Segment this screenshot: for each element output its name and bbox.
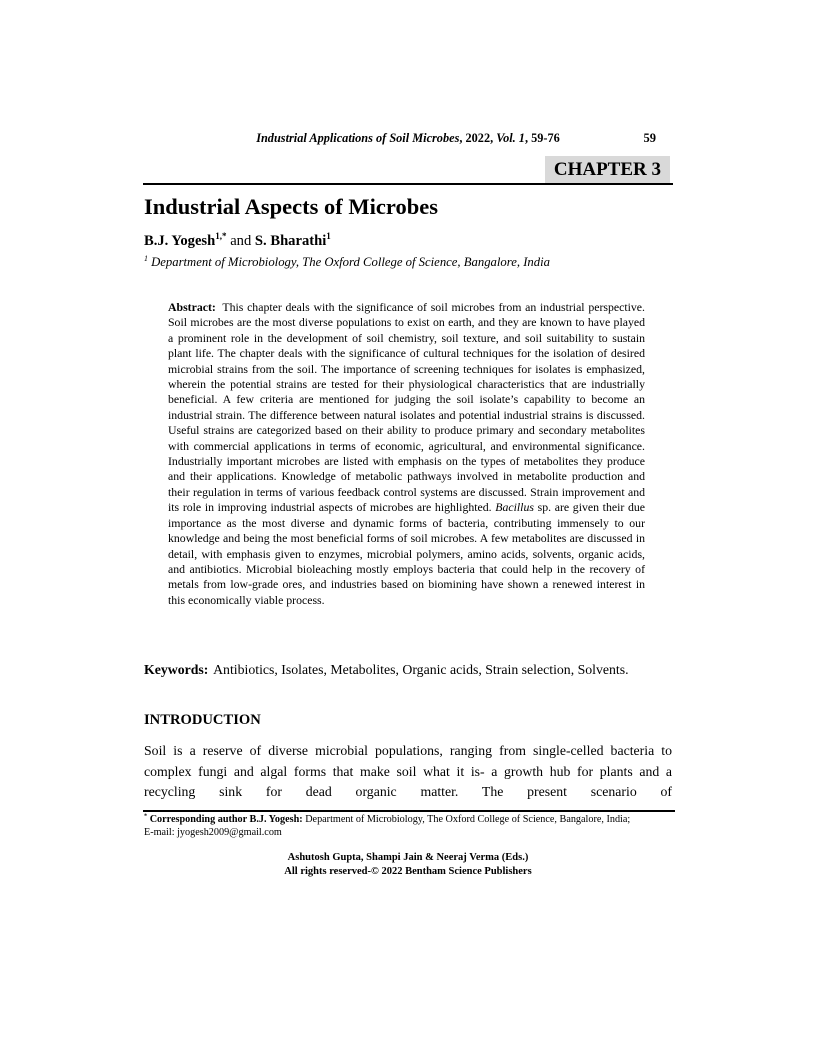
affiliation-superscript: 1 — [144, 253, 148, 263]
running-head-volume: Vol. 1 — [496, 131, 525, 145]
author-2-superscript: 1 — [326, 231, 331, 242]
chapter-banner: CHAPTER 3 — [545, 156, 670, 183]
footnote-bold-text: Corresponding author B.J. Yogesh: — [147, 814, 303, 825]
publisher-block — [144, 851, 672, 878]
page-number: 59 — [643, 131, 656, 145]
running-head-page-range: , 59-76 — [524, 131, 560, 145]
affiliation-line — [144, 255, 672, 270]
affiliation-text: Department of Microbiology, The Oxford College of Science, Bangalore, India — [147, 255, 550, 269]
footnote-line-1 — [144, 813, 684, 826]
keywords-text: Antibiotics, Isolates, Metabolites, Organic acids, Strain selection, Solvents. — [210, 662, 629, 677]
running-head-book-title: Industrial Applications of Soil Microbes — [256, 131, 460, 145]
corresponding-author-footnote — [144, 813, 684, 839]
keywords-paragraph — [144, 660, 672, 681]
introduction-paragraph: Soil is a reserve of diverse microbial populations, ranging from single-celled bacteria to complex fungi and algal forms that make soil what it is- a growth hub for plants and a recycling sink for dead organic matter. The present scenario of — [144, 743, 672, 800]
chapter-title: Industrial Aspects of Microbes — [144, 194, 438, 219]
header-rule — [143, 183, 673, 185]
running-head — [144, 131, 672, 146]
abstract-paragraph — [168, 300, 645, 608]
abstract-text-part1: This chapter deals with the significance of soil microbes from an industrial perspective. Soil microbes are the most diverse populations to exist on earth, and they are known to have played a prominent role in the development of soil chemistry, soil texture, and soil suitability to sustain plant life. The chapter deals with the significance of cultural techniques for the isolation of desired microbial strains from the soil. The importance of screening techniques for isolates is emphasized, wherein the potential strains are tested for their physiological characteristics that are industrially beneficial. A few criteria are mentioned for judging the soil isolate’s capability to become an industrial strain. The difference between natural isolates and potential industrial strains is discussed. Useful strains are categorized based on their ability to produce primary and secondary metabolites with commercial applications in terms of economic, agricultural, and environmental significance. Industrially important microbes are listed with emphasis on the types of metabolites they produce and their applications. Knowledge of metabolic pathways involved in metabolite production and their regulation in terms of various feedback control systems are discussed. Strain improvement and its role in improving industrial aspects of microbes are highlighted. — [168, 300, 645, 515]
keywords-label: Keywords: — [144, 662, 209, 677]
author-1-superscript: 1,* — [215, 231, 227, 242]
footnote-email: E-mail: jyogesh2009@gmail.com — [144, 827, 282, 839]
publisher-rights: All rights reserved-© 2022 Bentham Science Publishers — [284, 865, 532, 877]
author-connector: and — [226, 233, 255, 249]
publisher-editors: Ashutosh Gupta, Shampi Jain & Neeraj Verma (Eds.) — [287, 852, 529, 863]
authors-line — [144, 233, 672, 250]
footnote-rule — [143, 810, 675, 812]
author-2: S. Bharathi — [254, 233, 327, 249]
abstract-text-part2: sp. are given their due importance as the most diverse and dynamic forms of bacteria, contributing immensely to our knowledge and being the most beneficial forms of soil microbes. A few metabolites are discussed in detail, with emphasis given to enzymes, microbial polymers, amino acids, solvents, organic acids, and antibiotics. Microbial bioleaching mostly employs bacteria that could help in the recovery of metals from low-grade ores, and industries based on biomining have shown a renewed interest in this economically viable process. — [168, 500, 645, 607]
footnote-asterisk: * — [144, 812, 148, 820]
footnote-regular-text: Department of Microbiology, The Oxford College of Science, Bangalore, India; — [302, 814, 631, 825]
abstract-genus-italic: Bacillus — [495, 500, 534, 515]
author-1: B.J. Yogesh — [144, 233, 216, 249]
introduction-heading: INTRODUCTION — [144, 712, 261, 728]
running-head-year: , 2022, — [459, 131, 497, 145]
abstract-label: Abstract: — [168, 300, 216, 314]
